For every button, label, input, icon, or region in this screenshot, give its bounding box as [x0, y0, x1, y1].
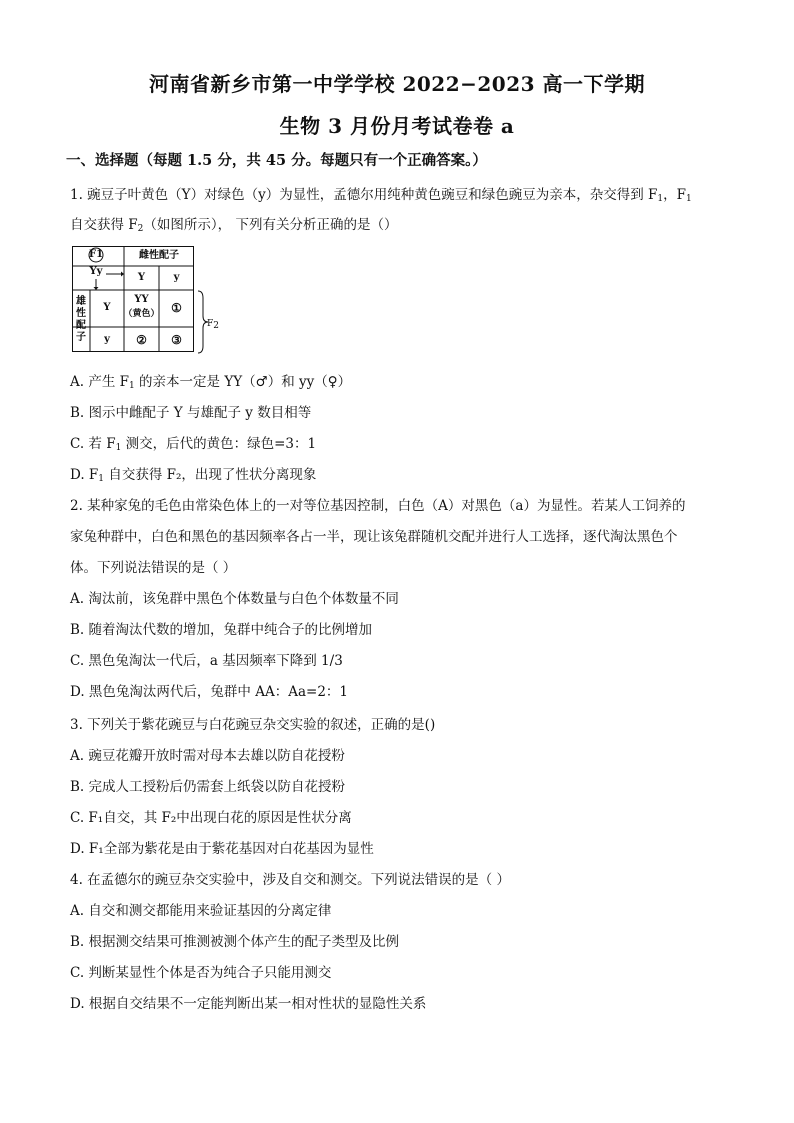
q1-stem2-text: 自交获得 F — [70, 217, 138, 233]
q3-option-b: B. 完成人工授粉后仍需套上纸袋以防自花授粉 — [70, 779, 346, 795]
punnett-square-figure — [72, 246, 194, 352]
side-gamete-Y: Y — [103, 302, 111, 313]
cell-circled-1: ① — [171, 301, 182, 315]
f1-circle-label: F1 — [89, 249, 104, 260]
q1-stem-sub: 1 — [657, 194, 664, 204]
q4-option-a: A. 自交和测交都能用来验证基因的分离定律 — [70, 903, 332, 919]
q1-option-a: A. 产生 $F_1$ 的亲本一定是 YY（♂）和 yy（♀） — [70, 374, 352, 391]
q1-stem-sub2: 1 — [685, 194, 692, 204]
q1-option-d: D. $F_1$ 自交获得 F₂，出现了性状分离现象 — [70, 467, 317, 484]
top-gamete-y: y — [173, 272, 180, 283]
f2-label: $F_2$ — [207, 319, 219, 331]
question-2-stem-line3: 体。下列说法错误的是（ ） — [70, 560, 237, 576]
cell-YY: YY — [134, 294, 149, 305]
side-gamete-y: y — [104, 334, 110, 345]
q3-option-d: D. F₁全部为紫花是由于紫花基因对白花基因为显性 — [70, 841, 374, 857]
female-gametes-header: 雌性配子 — [139, 250, 179, 261]
question-4-stem: 4. 在孟德尔的豌豆杂交实验中，涉及自交和测交。下列说法错误的是（ ） — [70, 872, 510, 888]
question-1-stem-line2 — [70, 213, 397, 234]
q3-option-c: C. F₁自交，其 F₂中出现白花的原因是性状分离 — [70, 810, 352, 826]
question-2-stem-line2: 家兔种群中，白色和黑色的基因频率各占一半，现让该兔群随机交配并进行人工选择，逐代淘汰黑色个 — [70, 529, 678, 545]
q4-option-c: C. 判断某显性个体是否为纯合子只能用测交 — [70, 965, 332, 981]
cell-yellow-note: （黄色） — [123, 309, 160, 319]
question-1-stem — [70, 183, 692, 204]
q1-stem-text: 1. 豌豆子叶黄色（Y）对绿色（y）为显性，孟德尔用纯种黄色豌豆和绿色豌豆为亲本，杂交得到 F — [70, 187, 658, 203]
section-heading: 一、选择题（每题 1.5 分，共 45 分。每题只有一个正确答案。） — [66, 152, 487, 169]
exam-title-line1: 河南省新乡市第一中学学校 2022−2023 高一下学期 — [148, 72, 645, 96]
q1-option-c: C. 若 $F_1$ 测交，后代的黄色：绿色=3：1 — [70, 436, 317, 453]
q1-stem2-text2: （如图所示）， 下列有关分析正确的是（） — [143, 217, 398, 233]
exam-title-line2: 生物 3 月份月考试卷卷 a — [279, 114, 515, 138]
q4-option-d: D. 根据自交结果不一定能判断出某一相对性状的显隐性关系 — [70, 996, 427, 1012]
q1-stem-text2: ，F — [663, 187, 686, 203]
q1-option-b: B. 图示中雌配子 Y 与雄配子 y 数目相等 — [70, 405, 312, 421]
cell-circled-2: ② — [136, 333, 147, 347]
cell-circled-3: ③ — [171, 333, 182, 347]
q4-option-b: B. 根据测交结果可推测被测个体产生的配子类型及比例 — [70, 934, 400, 950]
male-gametes-header: 雄性配子 — [76, 296, 86, 343]
question-3-stem: 3. 下列关于紫花豌豆与白花豌豆杂交实验的叙述，正确的是() — [70, 717, 436, 733]
q2-option-b: B. 随着淘汰代数的增加，兔群中纯合子的比例增加 — [70, 622, 373, 638]
q2-option-d: D. 黑色兔淘汰两代后，兔群中 AA：Aa=2：1 — [70, 684, 349, 700]
q2-option-c: C. 黑色兔淘汰一代后，a 基因频率下降到 1/3 — [70, 653, 343, 669]
q1-stem2-sub: 2 — [137, 224, 144, 234]
f1-genotype: Yy — [89, 266, 103, 277]
q3-option-a: A. 豌豆花瓣开放时需对母本去雄以防自花授粉 — [70, 748, 345, 764]
question-2-stem-line1: 2. 某种家兔的毛色由常染色体上的一对等位基因控制，白色（A）对黑色（a）为显性。若某人工饲养的 — [70, 498, 686, 514]
q2-option-a: A. 淘汰前，该兔群中黑色个体数量与白色个体数量不同 — [70, 591, 399, 607]
top-gamete-Y: Y — [137, 272, 146, 283]
